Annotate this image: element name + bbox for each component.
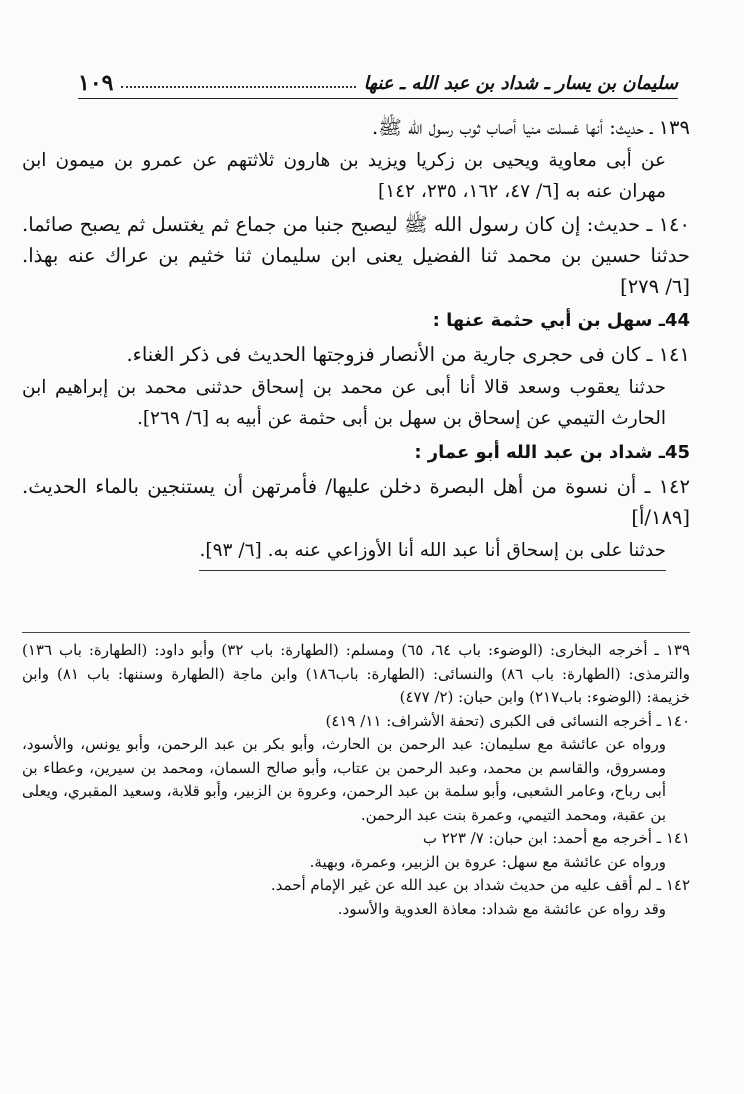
section-45-heading: 45ـ شداد بن عبد الله أبو عمار : (414, 442, 690, 463)
hadith-139-isnad (22, 145, 690, 207)
hadith-140-text: ١٤٠ ـ حديث: إن كان رسول الله ﷺ ليصبح جنبا من جماع ثم يغتسل ثم يصبح صائما. حدثنا حسين بن محمد ثنا الفضيل يعنى ابن سليمان ثنا خثيم بن عراك عنه بهذا. (22, 213, 690, 267)
footnote-140: ١٤٠ ـ أخرجه النسائى فى الكبرى (تحفة الأشراف: ١١/ ٤١٩) (325, 711, 690, 730)
page-number: ١٠٩ (78, 70, 114, 96)
hadith-142-folio: [١٨٩/أ] (631, 506, 690, 529)
main-text (22, 112, 690, 573)
footnote-141-narrators: ورواه عن عائشة مع سهل: عروة بن الزبير، وعمرة، وبهية. (309, 852, 666, 871)
hadith-139-isnad-text: عن أبى معاوية ويحيى بن زكريا ويزيد بن هارون ثلاثتهم عن عمرو بن ميمون ابن مهران عنه به (22, 150, 666, 202)
hadith-142-isnad-text: حدثنا على بن إسحاق أنا عبد الله أنا الأوزاعي عنه به. (267, 540, 666, 561)
hadith-142-isnad-line (199, 535, 666, 571)
hadith-141-isnad (22, 372, 690, 434)
hadith-142-isnad (22, 535, 690, 571)
hadith-140 (22, 209, 690, 302)
hadith-141-isnad-text: حدثنا يعقوب وسعد قالا أنا أبى عن محمد بن إسحاق حدثنى محمد بن إبراهيم ابن الحارث التيمي عن إسحاق بن سهل بن أبى حثمة عن أبيه به (22, 377, 666, 429)
hadith-141-reference: [٦/ ٢٦٩]. (136, 408, 210, 429)
hadith-142-reference: [٦/ ٩٣]. (199, 540, 262, 561)
footnote-139: ١٣٩ ـ أخرجه البخارى: (الوضوء: باب ٦٤، ٦٥) ومسلم: (الطهارة: باب ٣٢) وأبو داود: (الطهارة: باب ١٣٦) والترمذى: (الطهارة: باب ٨٦) والنسائى: (الطهارة: باب١٨٦) وابن ماجة (الطهارة وسننها: باب ٨١) وابن خزيمة: (الوضوء: باب٢١٧) وابن حبان: (٢/ ٤٧٧) (22, 641, 691, 706)
hadith-139-text: ١٣٩ ـ حديث: أنها غسلت منيا أصاب ثوب رسول الله ﷺ. (372, 116, 690, 139)
hadith-139-reference: [٦/ ٤٧، ١٦٢، ٢٣٥، ١٤٢] (377, 181, 560, 202)
footnote-142-narrators: وقد رواه عن عائشة مع شداد: معاذة العدوية والأسود. (337, 899, 666, 918)
hadith-142-text: ١٤٢ ـ أن نسوة من أهل البصرة دخلن عليها/ فأمرتهن أن يستنجين بالماء الحديث. (22, 475, 690, 498)
hadith-140-reference: [٦/ ٢٧٩] (620, 275, 690, 298)
footnote-140-narrators: ورواه عن عائشة مع سليمان: عبد الرحمن بن الحارث، وأبو بكر بن عبد الرحمن، وأبو يونس، والأسود، ومسروق، والقاسم بن محمد، وعبد الرحمن بن عتاب، وأبو صالح السمان، ومحمد بن سيرين، وعطاء بن أبى رباح، وعامر الشعبى، وأبو سلمة بن عبد الرحمن، وعروة بن الزبير، وأبو قلابة، وسعيد المقبري، ويعلى بن عقبة، ومحمد التيمي، وعمرة بنت عبد الرحمن. (22, 735, 666, 824)
header-title: سليمان بن يسار ـ شداد بن عبد الله ـ عنها (363, 73, 678, 94)
hadith-142 (22, 471, 690, 533)
section-44-heading: 44ـ سهل بن أبي حثمة عنها : (432, 310, 690, 331)
hadith-141-text: ١٤١ ـ كان فى حجرى جارية من الأنصار فزوجتها الحديث فى ذكر الغناء. (126, 343, 690, 366)
footnote-142: ١٤٢ ـ لم أقف عليه من حديث شداد بن عبد الله عن غير الإمام أحمد. (270, 876, 690, 894)
footnote-141: ١٤١ ـ أخرجه مع أحمد: ابن حبان: ٧/ ٢٢٣ ب (422, 829, 690, 847)
hadith-139 (22, 112, 690, 143)
hadith-141 (22, 339, 690, 370)
footnotes (22, 632, 690, 921)
running-header (78, 58, 678, 99)
header-dotted-leader (121, 86, 355, 88)
